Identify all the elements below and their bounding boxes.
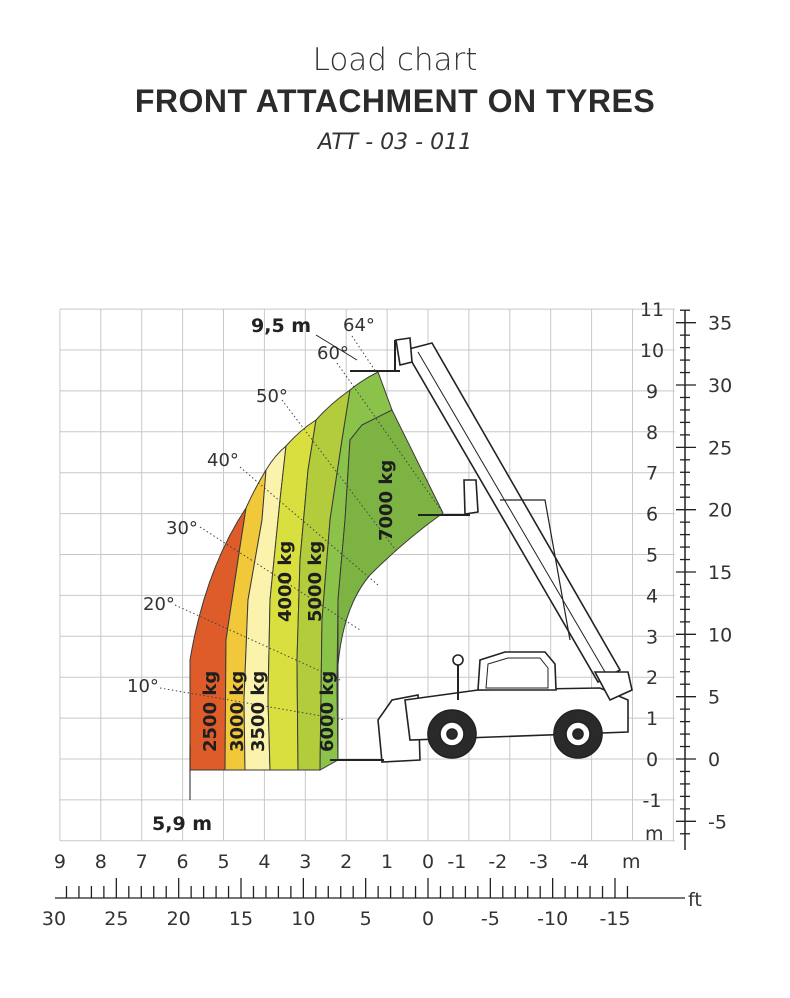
- y-tick-ft-label: 30: [708, 375, 733, 398]
- zone-label-3000: 3000 kg: [227, 670, 248, 752]
- right-axis-m-labels: [640, 299, 664, 812]
- x-tick-ft-label: 10: [291, 908, 316, 930]
- x-tick-m: -1: [447, 851, 467, 873]
- x-tick-ft-label: 30: [41, 908, 67, 930]
- y-tick-m: 4: [645, 585, 659, 608]
- zone-label-6000: 6000 kg: [317, 670, 338, 752]
- angle-line-64: [352, 336, 376, 372]
- y-unit-m: m: [645, 823, 664, 845]
- chart-code: ATT - 03 - 011: [317, 130, 473, 155]
- y-tick-m: 0: [645, 749, 659, 771]
- x-tick-m: -3: [529, 851, 549, 873]
- angle-label-20: 20°: [143, 594, 175, 615]
- max-reach-label: 5,9 m: [152, 813, 213, 835]
- front-wheel: [428, 710, 476, 758]
- angle-label-60: 60°: [317, 343, 349, 364]
- angle-label-30: 30°: [166, 518, 198, 539]
- x-tick-m: 0: [421, 851, 435, 873]
- y-tick-m: 5: [645, 544, 659, 567]
- x-tick-m: -2: [488, 851, 508, 873]
- y-tick-ft-label: 10: [708, 624, 733, 647]
- x-unit-m: m: [622, 851, 641, 873]
- angle-label-64: 64°: [343, 315, 375, 336]
- angle-label-40: 40°: [207, 450, 239, 471]
- y-tick-ft-label: 0: [708, 749, 721, 771]
- y-tick-m: 7: [645, 462, 659, 485]
- x-tick-ft-label: -5: [480, 908, 500, 930]
- bottom-axis-ft: [55, 878, 685, 898]
- chart-subtitle: FRONT ATTACHMENT ON TYRES: [134, 83, 656, 119]
- zone-label-7000: 7000 kg: [376, 459, 397, 541]
- chart-title: Load chart: [312, 42, 478, 78]
- zone-label-2500: 2500 kg: [200, 670, 221, 752]
- x-tick-m: 6: [176, 851, 189, 873]
- bottom-axis-m-labels: [54, 851, 589, 873]
- y-tick-ft-label: 35: [708, 312, 733, 335]
- x-unit-ft: ft: [688, 889, 702, 911]
- x-tick-ft-label: 5: [359, 908, 372, 930]
- angle-label-10: 10°: [127, 676, 159, 697]
- y-tick-m: 3: [645, 626, 659, 649]
- y-tick-ft-label: 5: [708, 686, 721, 709]
- x-tick-ft-label: 25: [104, 908, 129, 930]
- boom-head: [396, 338, 412, 365]
- y-tick-m: 8: [645, 421, 659, 444]
- zone-label-4000: 4000 kg: [275, 540, 296, 622]
- x-tick-ft-label: 20: [166, 908, 191, 930]
- x-tick-m: 7: [135, 851, 148, 873]
- y-tick-m: 9: [645, 380, 659, 403]
- x-tick-m: -4: [570, 851, 590, 873]
- x-tick-m: 1: [381, 851, 394, 873]
- y-tick-m: 10: [639, 340, 665, 362]
- x-tick-m: 5: [217, 851, 230, 873]
- x-tick-m: 4: [258, 851, 271, 873]
- y-tick-ft-label: 20: [708, 499, 733, 522]
- bottom-axis-ft-labels: [42, 908, 631, 930]
- zone-label-5000: 5000 kg: [305, 540, 326, 622]
- y-tick-ft-label: 15: [708, 562, 733, 585]
- right-axis-ft-labels: [708, 313, 732, 834]
- max-height-label: 9,5 m: [251, 315, 312, 337]
- x-tick-ft-label: 0: [421, 908, 435, 930]
- y-tick-m: 11: [639, 299, 665, 322]
- y-tick-m: 2: [645, 667, 659, 690]
- x-tick-m: 2: [340, 851, 353, 873]
- y-tick-ft-label: 25: [708, 437, 733, 460]
- y-tick-m: 6: [645, 503, 659, 526]
- x-tick-m: 9: [53, 851, 66, 873]
- x-tick-ft-label: -10: [537, 908, 569, 930]
- y-tick-ft-label: -5: [708, 811, 727, 834]
- y-tick-m: 1: [645, 708, 659, 731]
- rear-wheel: [554, 710, 602, 758]
- x-tick-m: 3: [299, 851, 312, 873]
- x-tick-ft-label: 15: [228, 908, 254, 930]
- x-tick-ft-label: -15: [599, 908, 631, 930]
- y-tick-m: -1: [642, 789, 662, 812]
- x-tick-m: 8: [94, 851, 107, 873]
- angle-label-50: 50°: [256, 386, 288, 407]
- zone-label-3500: 3500 kg: [248, 670, 269, 752]
